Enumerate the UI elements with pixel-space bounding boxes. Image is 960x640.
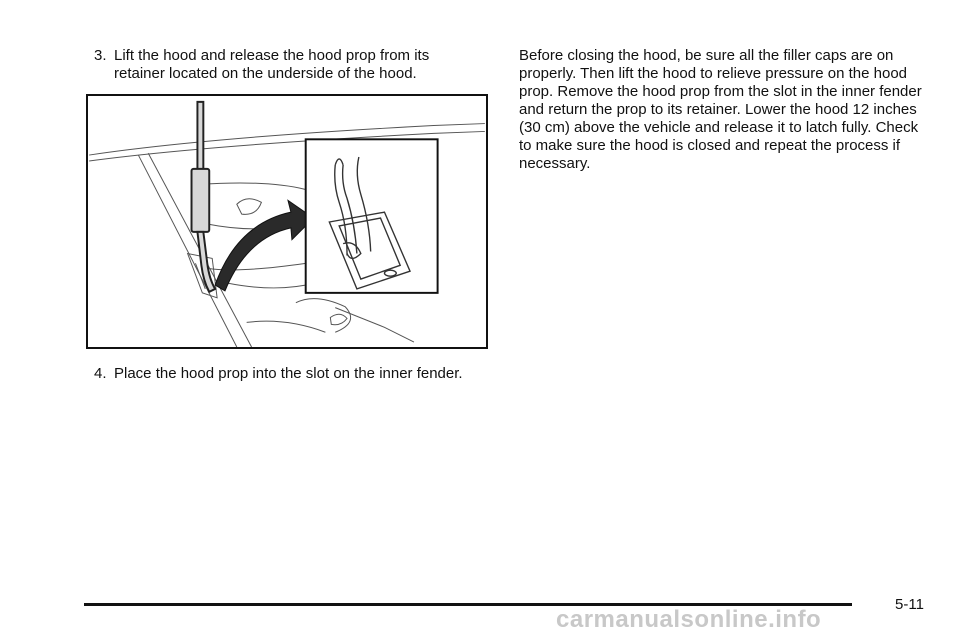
step-3-text: Lift the hood and release the hood prop from its retainer located on the underside of the hood. (114, 47, 430, 82)
page-number: 5-11 (895, 596, 924, 613)
watermark: carmanualsonline.info (556, 606, 822, 633)
step-4 (94, 365, 474, 383)
hood-prop-illustration (86, 94, 488, 349)
step-3-number: 3. (94, 47, 107, 64)
closing-paragraph: Before closing the hood, be sure all the filler caps are on properly. Then lift the hood to relieve pressure on the hood prop. Remove the hood prop from the slot in the inner fender and return the prop to its retainer. Lower the hood 12 inches (30 cm) above the vehicle and release it to latch fully. Check to make sure the hood is closed and repeat the process if necessary. (519, 47, 922, 172)
step-4-number: 4. (94, 365, 107, 382)
step-3 (94, 47, 474, 83)
hood-prop-drawing (88, 96, 486, 347)
step-4-text: Place the hood prop into the slot on the inner fender. (114, 365, 463, 382)
